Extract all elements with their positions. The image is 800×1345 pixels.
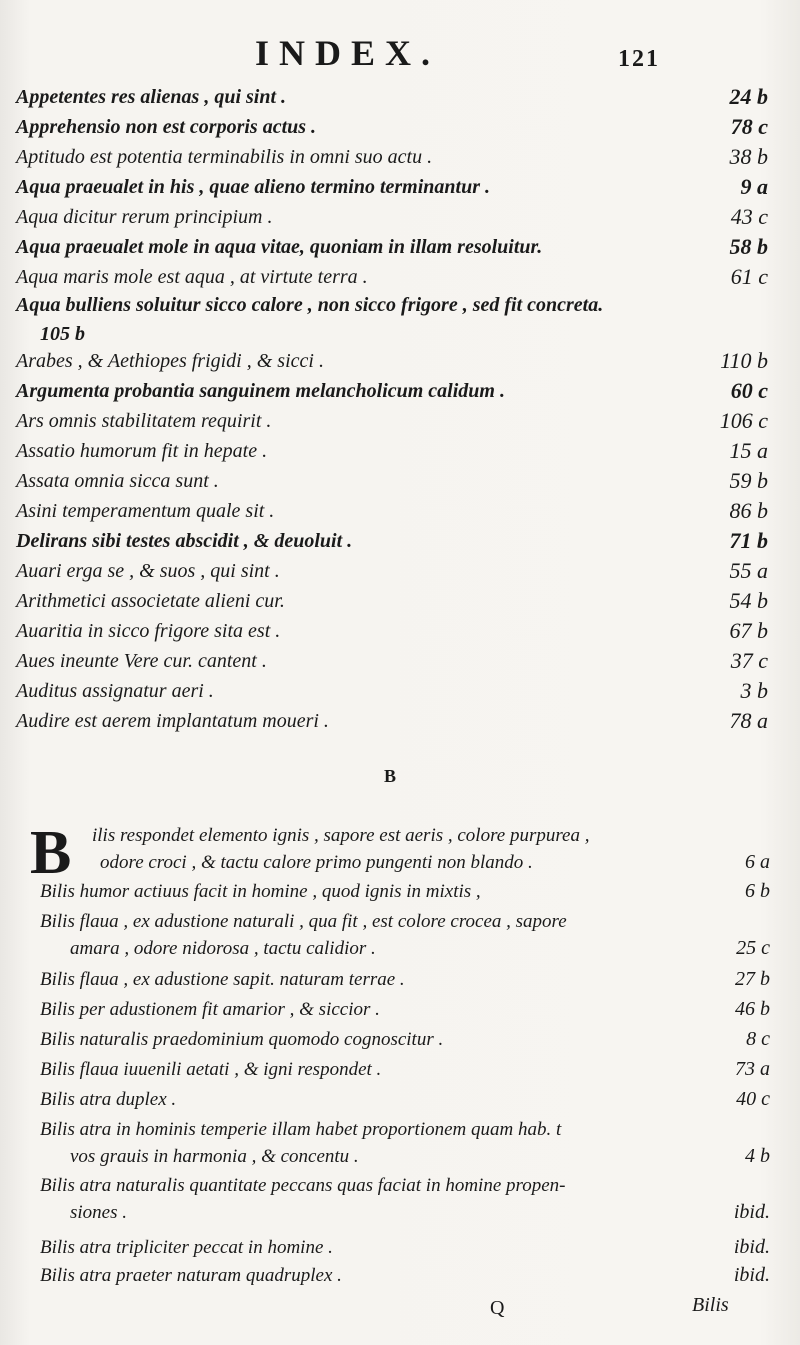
entry-text: Aqua dicitur rerum principium . [16, 206, 273, 228]
entry-text: Aptitudo est potentia terminabilis in omni suo actu . [16, 146, 433, 168]
entry-text: Aqua praeualet mole in aqua vitae, quoniam in illam resoluitur. [16, 236, 543, 258]
entry-text: Bilis per adustionem fit amarior , & siccior . [40, 999, 380, 1020]
entry-text-continued: siones . [70, 1202, 127, 1223]
index-entry [16, 172, 768, 202]
entry-text-continued: odore croci , & tactu calore primo pungenti non blando . [100, 852, 533, 873]
entry-page-ref: 106 c [719, 408, 768, 433]
index-entry [40, 1026, 770, 1053]
entry-page-ref: 110 b [720, 348, 768, 373]
section-heading-b: B [384, 766, 397, 786]
entry-page-ref: 40 c [736, 1088, 770, 1110]
entry-page-ref: 67 b [729, 618, 768, 643]
entry-page-ref: 71 b [729, 528, 768, 553]
catchword: Bilis [692, 1294, 729, 1316]
index-entry [16, 82, 768, 112]
entry-text: Bilis atra in hominis temperie illam habet proportionem quam hab. t [40, 1119, 562, 1140]
index-entry [16, 646, 768, 676]
entry-page-ref: ibid. [733, 1264, 770, 1286]
page-number: 121 [618, 46, 660, 72]
entry-text: Auditus assignatur aeri . [16, 680, 214, 702]
entry-text: Assatio humorum fit in hepate . [16, 440, 268, 462]
entry-text: Bilis atra duplex . [40, 1089, 177, 1110]
index-entry [16, 496, 768, 526]
index-entry [16, 290, 768, 348]
entry-page-ref: 3 b [740, 678, 768, 703]
entry-page-ref: 59 b [729, 468, 768, 493]
index-entry [40, 1116, 770, 1170]
entry-text: Bilis atra tripliciter peccat in homine . [40, 1237, 333, 1258]
entry-text: Auaritia in sicco frigore sita est . [16, 620, 281, 642]
index-entry [40, 1086, 770, 1113]
entry-text: Bilis flaua iuuenili aetati , & igni respondet . [40, 1059, 382, 1080]
entry-text: Bilis naturalis praedominium quomodo cognoscitur . [40, 1029, 444, 1050]
entry-text-continued: amara , odore nidorosa , tactu calidior . [70, 938, 376, 959]
entry-text: Bilis atra naturalis quantitate peccans quas faciat in homine propen- [40, 1175, 566, 1196]
entry-page-ref: 15 a [729, 438, 768, 463]
index-entry [16, 586, 768, 616]
entry-text: Bilis flaua , ex adustione naturali , qua fit , est colore crocea , sapore [40, 911, 567, 932]
page-title: INDEX. [255, 33, 441, 73]
entry-text: Delirans sibi testes abscidit , & deuoluit . [16, 530, 353, 552]
entry-text: Argumenta probantia sanguinem melancholicum calidum . [16, 380, 505, 402]
entry-page-ref: 55 a [729, 558, 768, 583]
entry-page-ref: 61 c [730, 264, 768, 289]
entry-text: Apprehensio non est corporis actus . [16, 116, 317, 138]
index-entry [16, 436, 768, 466]
index-entry [40, 966, 770, 993]
entry-text: Aqua maris mole est aqua , at virtute terra . [16, 266, 368, 288]
entry-page-ref: 78 a [729, 708, 768, 733]
index-entry [16, 526, 768, 556]
index-entry [16, 676, 768, 706]
index-entry [16, 142, 768, 172]
entry-page-ref: 38 b [729, 144, 768, 169]
entry-text: Audire est aerem implantatum moueri . [16, 710, 329, 732]
entry-text: Auari erga se , & suos , qui sint . [16, 560, 280, 582]
entry-page-ref: 24 b [729, 84, 768, 109]
entry-text: Assata omnia sicca sunt . [16, 470, 219, 492]
entry-text: Aqua praeualet in his , quae alieno termino terminantur . [16, 176, 490, 198]
entry-text: Appetentes res alienas , qui sint . [16, 86, 287, 108]
index-entry [16, 202, 768, 232]
index-entry [92, 822, 770, 876]
index-entry [16, 346, 768, 376]
entry-page-ref: 6 b [745, 880, 770, 902]
index-entry [16, 616, 768, 646]
entry-text: Aues ineunte Vere cur. cantent . [16, 650, 267, 672]
entry-page-ref: 37 c [730, 648, 768, 673]
entry-text-continued: vos grauis in harmonia , & concentu . [70, 1146, 359, 1167]
entry-page-ref: 4 b [745, 1145, 770, 1167]
entry-page-ref: 27 b [735, 968, 770, 990]
index-entry [16, 556, 768, 586]
entry-page-ref: 9 a [740, 174, 768, 199]
index-entry [16, 232, 768, 262]
entry-page-ref: 43 c [730, 204, 768, 229]
entry-text: ilis respondet elemento ignis , sapore est aeris , colore purpurea , [92, 825, 590, 846]
entry-text: Arabes , & Aethiopes frigidi , & sicci . [16, 350, 324, 372]
drop-cap: B [30, 819, 72, 887]
index-entry [40, 1056, 770, 1083]
entry-text: Aqua bulliens soluitur sicco calore , non sicco frigore , sed fit concreta. [16, 294, 604, 316]
entry-page-ref: 60 c [730, 378, 768, 403]
entry-text: Bilis flaua , ex adustione sapit. naturam terrae . [40, 969, 405, 990]
entry-text: Arithmetici associetate alieni cur. [16, 590, 285, 612]
signature-mark: Q [490, 1297, 505, 1319]
entry-page-ref: 54 b [729, 588, 768, 613]
index-entry [40, 996, 770, 1023]
index-entry [16, 376, 768, 406]
index-entry [16, 262, 768, 292]
index-entry [16, 706, 768, 736]
entry-page-ref: 46 b [735, 998, 770, 1020]
entry-page-ref: 78 c [730, 114, 768, 139]
index-entry [16, 406, 768, 436]
index-entry [16, 112, 768, 142]
entry-text: Ars omnis stabilitatem requirit . [16, 410, 272, 432]
index-entry [40, 908, 770, 962]
index-entry [40, 1172, 770, 1226]
entry-page-ref: 73 a [735, 1058, 770, 1080]
entry-page-ref: 105 b [40, 323, 85, 345]
entry-page-ref: 6 a [745, 851, 770, 873]
entry-text: Bilis atra praeter naturam quadruplex . [40, 1265, 342, 1286]
entry-page-ref: 8 c [746, 1028, 770, 1050]
index-entry [40, 878, 770, 905]
index-entry [40, 1262, 770, 1289]
entry-text: Asini temperamentum quale sit . [16, 500, 275, 522]
entry-page-ref: 86 b [729, 498, 768, 523]
entry-page-ref: 58 b [729, 234, 768, 259]
entry-text: Bilis humor actiuus facit in homine , quod ignis in mixtis , [40, 881, 481, 902]
index-entry [16, 466, 768, 496]
entry-page-ref: ibid. [733, 1201, 770, 1223]
entry-page-ref: ibid. [733, 1236, 770, 1258]
entry-page-ref: 25 c [736, 937, 770, 959]
index-entry [40, 1234, 770, 1261]
